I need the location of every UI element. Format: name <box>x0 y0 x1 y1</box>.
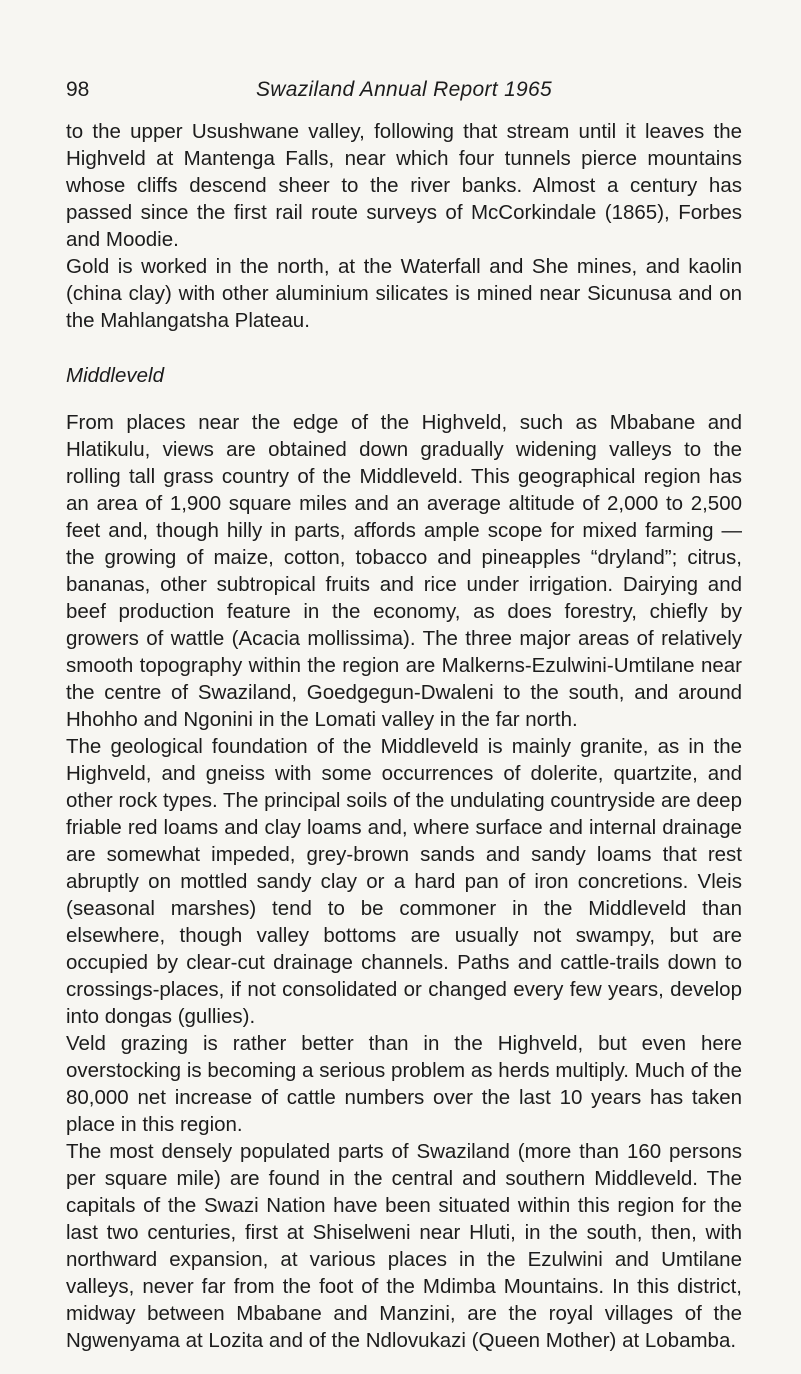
body-text <box>66 118 742 1354</box>
running-title: Swaziland Annual Report 1965 <box>256 78 552 101</box>
paragraph: The most densely populated parts of Swaziland (more than 160 persons per square mile) are found in the central and southern Middleveld. The capitals of the Swazi Nation have been situated within this region for the last two centuries, first at Shiselweni near Hluti, in the south, then, with northward expansion, at various places in the Ezulwini and Umtilane valleys, never far from the foot of the Mdimba Mountains. In this district, midway between Mbabane and Manzini, are the royal villages of the Ngwenyama at Lozita and of the Ndlovukazi (Queen Mother) at Lobamba. <box>66 1140 742 1352</box>
page-number: 98 <box>66 78 90 101</box>
paragraph: Veld grazing is rather better than in the Highveld, but even here overstocking is becoming a serious problem as herds multiply. Much of the 80,000 net increase of cattle numbers over the last 10 years has taken place in this region. <box>66 1032 742 1136</box>
paragraph: to the upper Usushwane valley, following that stream until it leaves the Highveld at Mantenga Falls, near which four tunnels pierce mountains whose cliffs descend sheer to the river banks. Almost a century has passed since the first rail route surveys of McCorkindale (1865), Forbes and Moodie. <box>66 120 742 251</box>
paragraph: From places near the edge of the Highveld, such as Mbabane and Hlatikulu, views are obtained down gradually widening valleys to the rolling tall grass country of the Middleveld. This geographical region has an area of 1,900 square miles and an average altitude of 2,000 to 2,500 feet and, though hilly in parts, affords ample scope for mixed farming — the growing of maize, cotton, tobacco and pineapples “dryland”; citrus, bananas, other subtropical fruits and rice under irrigation. Dairying and beef production feature in the economy, as does forestry, chiefly by growers of wattle (Acacia mollissima). The three major areas of relatively smooth topography within the region are Malkerns-Ezulwini-Umtilane near the centre of Swaziland, Goedgegun-Dwaleni to the south, and around Hhohho and Ngonini in the Lomati valley in the far north. <box>66 411 742 731</box>
section-heading: Middleveld <box>66 364 164 387</box>
running-head <box>66 78 742 108</box>
paragraph: Gold is worked in the north, at the Waterfall and She mines, and kaolin (china clay) with other aluminium silicates is mined near Sicunusa and on the Mahlangatsha Plateau. <box>66 255 742 332</box>
paragraph: The geological foundation of the Middleveld is mainly granite, as in the Highveld, and gneiss with some occurrences of dolerite, quartzite, and other rock types. The principal soils of the undulating countryside are deep friable red loams and clay loams and, where surface and internal drainage are somewhat impeded, grey-brown sands and sandy loams that rest abruptly on mottled sandy clay or a hard pan of iron concretions. Vleis (seasonal marshes) tend to be commoner in the Middleveld than elsewhere, though valley bottoms are usually not swampy, but are occupied by clear-cut drainage channels. Paths and cattle-trails down to crossings-places, if not consolidated or changed every few years, develop into dongas (gullies). <box>66 735 742 1028</box>
